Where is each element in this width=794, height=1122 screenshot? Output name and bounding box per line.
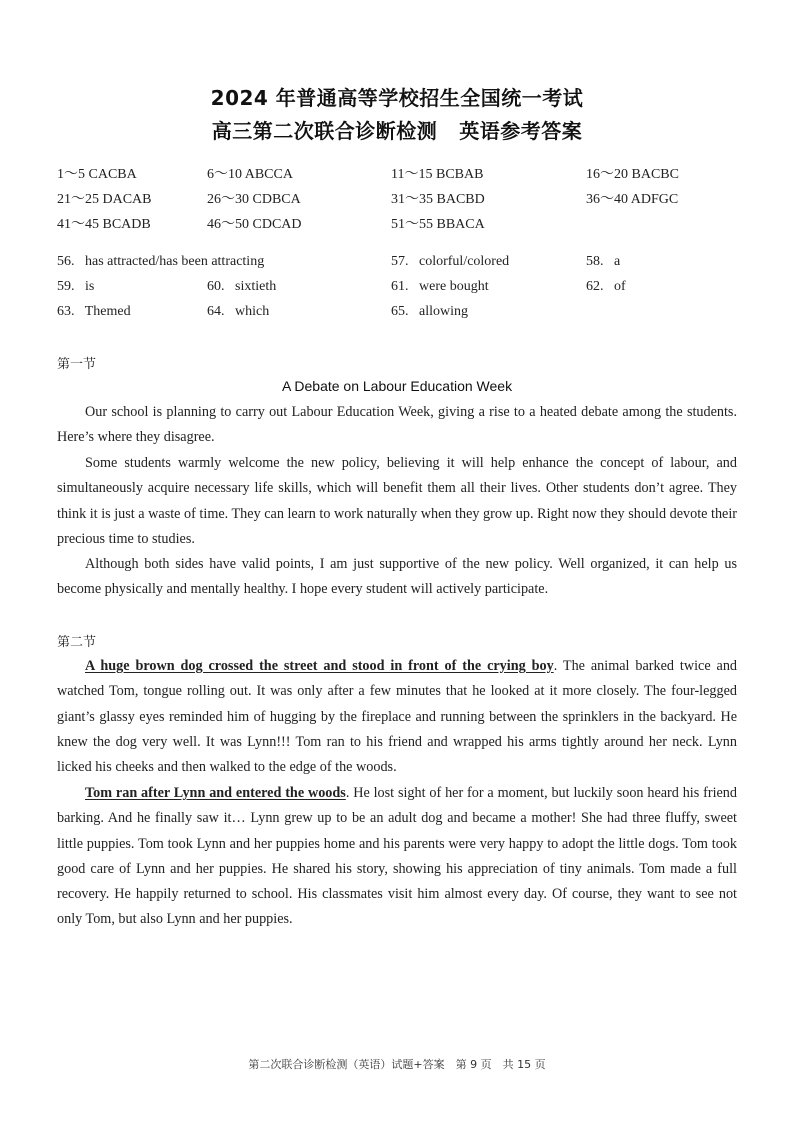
fill-number: 63.	[57, 304, 75, 319]
fill-number: 62.	[586, 279, 604, 294]
essay-paragraph: Although both sides have valid points, I am just supportive of the new policy. Well organized, it can help us become physically and mentally healthy. I hope every student will actively participate.	[57, 556, 737, 598]
mc-answer: 6～10 ABCCA	[207, 167, 293, 182]
fill-text: is	[85, 279, 95, 294]
essay-paragraph: Our school is planning to carry out Labour Education Week, giving a rise to a heated debate among the students. Here’s where they disagree.	[57, 404, 737, 446]
fill-answer	[586, 253, 620, 271]
fill-text: Themed	[84, 304, 131, 319]
fill-answer	[391, 253, 509, 271]
fill-number: 57.	[391, 254, 409, 269]
fill-text: has attracted/has been attracting	[85, 254, 265, 269]
fill-number: 65.	[391, 304, 409, 319]
fill-answer	[207, 278, 276, 296]
fill-text: were bought	[419, 279, 489, 294]
fill-text: sixtieth	[235, 279, 277, 294]
subtitle-part-key: 英语参考答案	[459, 119, 583, 143]
fill-answer	[57, 253, 264, 271]
mc-answer: 16～20 BACBC	[586, 167, 679, 182]
subtitle-part-exam: 高三第二次联合诊断检测	[211, 119, 438, 143]
fill-answer	[391, 278, 489, 296]
fill-number: 64.	[207, 304, 225, 319]
fill-answer	[391, 303, 468, 321]
mc-answer: 36～40 ADFGC	[586, 192, 679, 207]
fill-text: a	[614, 254, 621, 269]
section-1-heading: 第一节	[57, 357, 97, 372]
mc-answer: 21～25 DACAB	[57, 192, 152, 207]
fill-text: allowing	[419, 304, 468, 319]
given-opening-sentence: Tom ran after Lynn and entered the woods	[85, 785, 346, 801]
fill-answer	[57, 303, 131, 321]
mc-answer: 1～5 CACBA	[57, 167, 137, 182]
fill-number: 60.	[207, 279, 225, 294]
fill-number: 56.	[57, 254, 75, 269]
mc-answer: 51～55 BBACA	[391, 217, 485, 232]
essay-title: A Debate on Labour Education Week	[281, 378, 513, 394]
mc-answer: 41～45 BCADB	[57, 217, 151, 232]
fill-number: 59.	[57, 279, 75, 294]
fill-answer	[586, 278, 626, 296]
exam-title: 2024 年普通高等学校招生全国统一考试	[210, 86, 584, 110]
paragraph-body: . He lost sight of her for a moment, but luckily soon heard his friend barking. And he finally saw it… Lynn grew up to be an adult dog and became a mother! She had three fluffy, sweet little puppies. Tom took Lynn and her puppies home and his parents were very happy to adopt the little dogs. Tom took good care of Lynn and her puppies. He shared his story, showing his appreciation of tiny animals. Tom made a full recovery. He happily returned to school. His classmates visit him almost every day. Of course, they want to see not only Tom, but also Lynn and her puppies.	[57, 785, 737, 928]
given-opening-sentence: A huge brown dog crossed the street and stood in front of the crying boy	[85, 658, 554, 674]
fill-text: colorful/colored	[419, 254, 510, 269]
paragraph-body: . The animal barked twice and watched Tom, tongue rolling out. It was only after a few minutes that he looked at it more closely. The four-legged giant’s glassy eyes reminded him of hugging by the fireplace and running between the sprinklers in the backyard. He knew the dog very well. It was Lynn!!! Tom ran to his friend and wrapped his arms tightly around her neck. Lynn licked his cheeks and then walked to the edge of the woods.	[57, 658, 738, 776]
mc-answer: 11～15 BCBAB	[391, 167, 484, 182]
continuation-paragraph-2	[57, 781, 737, 933]
fill-text: which	[235, 304, 270, 319]
fill-number: 58.	[586, 254, 604, 269]
mc-answer: 46～50 CDCAD	[207, 217, 302, 232]
exam-subtitle	[0, 115, 794, 144]
fill-answer	[207, 303, 269, 321]
fill-number: 61.	[391, 279, 409, 294]
mc-answer: 31～35 BACBD	[391, 192, 485, 207]
essay-paragraph: Some students warmly welcome the new policy, believing it will help enhance the concept of labour, and simultaneously acquire necessary life skills, which will benefit them all their lives. Other students don’t agree. They think it is just a waste of time. They can learn to work naturally when they grow up. Right now they should devote their precious time to studies.	[57, 455, 737, 547]
fill-answer	[57, 278, 94, 296]
section-2-heading: 第二节	[57, 635, 97, 650]
mc-answer: 26～30 CDBCA	[207, 192, 301, 207]
page-footer: 第二次联合诊断检测（英语）试题+答案 第 9 页 共 15 页	[248, 1058, 546, 1071]
continuation-paragraph-1	[57, 654, 737, 780]
fill-text: of	[614, 279, 626, 294]
